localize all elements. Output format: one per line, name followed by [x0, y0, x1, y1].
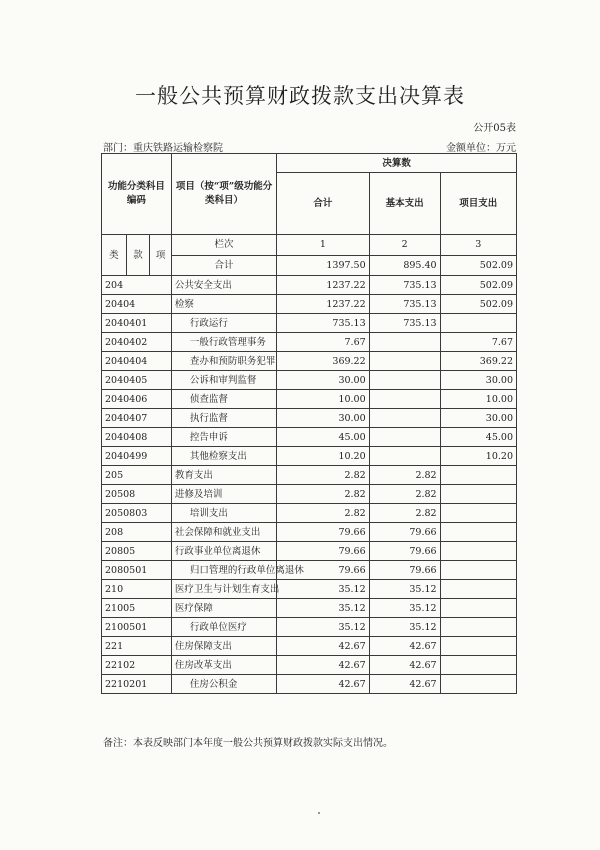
row-code: 2040408 [102, 428, 172, 447]
scan-speck [318, 812, 320, 814]
row-total: 2.82 [277, 466, 369, 485]
row-item-name: 进修及培训 [171, 485, 276, 504]
row-item-name: 查办和预防职务犯罪 [171, 352, 276, 371]
row-project [440, 542, 516, 561]
row-project [440, 580, 516, 599]
table-row [102, 542, 517, 561]
row-basic [369, 352, 440, 371]
row-code: 22102 [102, 656, 172, 675]
table-row [102, 428, 517, 447]
row-item-name: 其他检察支出 [171, 447, 276, 466]
row-total: 79.66 [277, 523, 369, 542]
column-order-label: 栏次 [171, 235, 276, 256]
total-project: 502.09 [440, 255, 516, 276]
header-row-1 [102, 154, 517, 173]
row-code: 2040406 [102, 390, 172, 409]
row-basic: 2.82 [369, 485, 440, 504]
row-basic: 735.13 [369, 276, 440, 295]
row-code: 2040405 [102, 371, 172, 390]
total-label: 合计 [171, 255, 276, 276]
page-title: 一般公共预算财政拨款支出决算表 [135, 84, 465, 108]
table-row [102, 466, 517, 485]
row-code: 20805 [102, 542, 172, 561]
row-project: 45.00 [440, 428, 516, 447]
row-basic: 79.66 [369, 523, 440, 542]
row-basic: 79.66 [369, 561, 440, 580]
row-project [440, 675, 516, 694]
row-item-name: 公共安全支出 [171, 276, 276, 295]
row-item-name: 一般行政管理事务 [171, 333, 276, 352]
row-total: 1237.22 [277, 295, 369, 314]
row-project: 502.09 [440, 295, 516, 314]
row-project [440, 561, 516, 580]
expenditure-table [101, 153, 517, 694]
column-order-row [102, 235, 517, 256]
header-project: 项目支出 [440, 173, 516, 235]
table-row [102, 295, 517, 314]
row-code: 20508 [102, 485, 172, 504]
row-basic: 35.12 [369, 618, 440, 637]
row-item-name: 住房保障支出 [171, 637, 276, 656]
row-basic: 2.82 [369, 466, 440, 485]
row-project: 502.09 [440, 276, 516, 295]
row-total: 42.67 [277, 675, 369, 694]
row-basic [369, 447, 440, 466]
row-project [440, 504, 516, 523]
table-row [102, 352, 517, 371]
row-total: 79.66 [277, 542, 369, 561]
row-project: 10.20 [440, 447, 516, 466]
row-item-name: 医疗保障 [171, 599, 276, 618]
table-row [102, 485, 517, 504]
row-item-name: 行政单位医疗 [171, 618, 276, 637]
row-item-name: 归口管理的行政单位离退休 [171, 561, 276, 580]
row-code: 2100501 [102, 618, 172, 637]
row-code: 2210201 [102, 675, 172, 694]
row-project [440, 656, 516, 675]
table-row [102, 314, 517, 333]
row-project: 30.00 [440, 371, 516, 390]
row-total: 2.82 [277, 485, 369, 504]
row-item-name: 住房改革支出 [171, 656, 276, 675]
row-item-name: 侦查监督 [171, 390, 276, 409]
row-item-name: 培训支出 [171, 504, 276, 523]
row-project [440, 466, 516, 485]
table-row [102, 447, 517, 466]
row-code: 204 [102, 276, 172, 295]
row-total: 7.67 [277, 333, 369, 352]
form-number: 公开05表 [473, 123, 516, 134]
header-func-code: 功能分类科目编码 [102, 154, 172, 235]
table-row [102, 599, 517, 618]
table-row [102, 561, 517, 580]
row-project: 10.00 [440, 390, 516, 409]
row-basic: 79.66 [369, 542, 440, 561]
header-xiang: 项 [150, 235, 172, 276]
row-code: 221 [102, 637, 172, 656]
row-basic: 42.67 [369, 675, 440, 694]
row-code: 208 [102, 523, 172, 542]
row-basic: 35.12 [369, 580, 440, 599]
table-row [102, 276, 517, 295]
row-total: 42.67 [277, 656, 369, 675]
table-row [102, 409, 517, 428]
department-label: 部门：重庆铁路运输检察院 [103, 143, 223, 154]
row-total: 45.00 [277, 428, 369, 447]
row-basic [369, 390, 440, 409]
row-item-name: 行政事业单位离退休 [171, 542, 276, 561]
header-kuan: 款 [126, 235, 150, 276]
row-item-name: 控告申诉 [171, 428, 276, 447]
table-row [102, 371, 517, 390]
row-code: 2040407 [102, 409, 172, 428]
row-total: 369.22 [277, 352, 369, 371]
row-basic: 42.67 [369, 656, 440, 675]
row-total: 1237.22 [277, 276, 369, 295]
row-item-name: 教育支出 [171, 466, 276, 485]
row-code: 2040401 [102, 314, 172, 333]
row-total: 35.12 [277, 580, 369, 599]
row-basic: 42.67 [369, 637, 440, 656]
header-lei: 类 [102, 235, 127, 276]
table-row [102, 523, 517, 542]
table-row [102, 656, 517, 675]
row-total: 42.67 [277, 637, 369, 656]
row-project [440, 523, 516, 542]
row-basic: 735.13 [369, 295, 440, 314]
row-project [440, 485, 516, 504]
row-project [440, 637, 516, 656]
row-item-name: 执行监督 [171, 409, 276, 428]
column-no-1: 1 [277, 235, 369, 256]
row-item-name: 检察 [171, 295, 276, 314]
row-total: 10.00 [277, 390, 369, 409]
column-no-2: 2 [369, 235, 440, 256]
row-code: 2080501 [102, 561, 172, 580]
total-amount: 1397.50 [277, 255, 369, 276]
total-basic: 895.40 [369, 255, 440, 276]
row-basic [369, 428, 440, 447]
row-basic [369, 333, 440, 352]
table-row [102, 637, 517, 656]
row-total: 30.00 [277, 409, 369, 428]
row-total: 30.00 [277, 371, 369, 390]
header-final-amount: 决算数 [277, 154, 517, 173]
row-item-name: 行政运行 [171, 314, 276, 333]
row-item-name: 医疗卫生与计划生育支出 [171, 580, 276, 599]
row-basic: 2.82 [369, 504, 440, 523]
row-total: 735.13 [277, 314, 369, 333]
footnote: 备注：本表反映部门本年度一般公共预算财政拨款实际支出情况。 [103, 738, 393, 749]
row-code: 21005 [102, 599, 172, 618]
row-item-name: 住房公积金 [171, 675, 276, 694]
row-project [440, 618, 516, 637]
row-total: 79.66 [277, 561, 369, 580]
row-project: 7.67 [440, 333, 516, 352]
row-basic [369, 371, 440, 390]
row-code: 210 [102, 580, 172, 599]
table-row [102, 675, 517, 694]
row-code: 20404 [102, 295, 172, 314]
header-item: 项目（按“项”级功能分类科目） [171, 154, 276, 235]
amount-unit-label: 金额单位：万元 [446, 143, 516, 154]
table-row [102, 390, 517, 409]
row-code: 205 [102, 466, 172, 485]
row-basic [369, 409, 440, 428]
row-total: 35.12 [277, 599, 369, 618]
table-row [102, 504, 517, 523]
row-code: 2040404 [102, 352, 172, 371]
row-item-name: 公诉和审判监督 [171, 371, 276, 390]
header-total: 合计 [277, 173, 369, 235]
row-item-name: 社会保障和就业支出 [171, 523, 276, 542]
row-total: 10.20 [277, 447, 369, 466]
row-code: 2040402 [102, 333, 172, 352]
row-total: 35.12 [277, 618, 369, 637]
row-project [440, 599, 516, 618]
row-code: 2050803 [102, 504, 172, 523]
row-basic: 35.12 [369, 599, 440, 618]
row-basic: 735.13 [369, 314, 440, 333]
row-project: 369.22 [440, 352, 516, 371]
table-row [102, 333, 517, 352]
row-project: 30.00 [440, 409, 516, 428]
header-basic: 基本支出 [369, 173, 440, 235]
row-total: 2.82 [277, 504, 369, 523]
table-row [102, 618, 517, 637]
row-code: 2040499 [102, 447, 172, 466]
column-no-3: 3 [440, 235, 516, 256]
table-row [102, 580, 517, 599]
row-project [440, 314, 516, 333]
